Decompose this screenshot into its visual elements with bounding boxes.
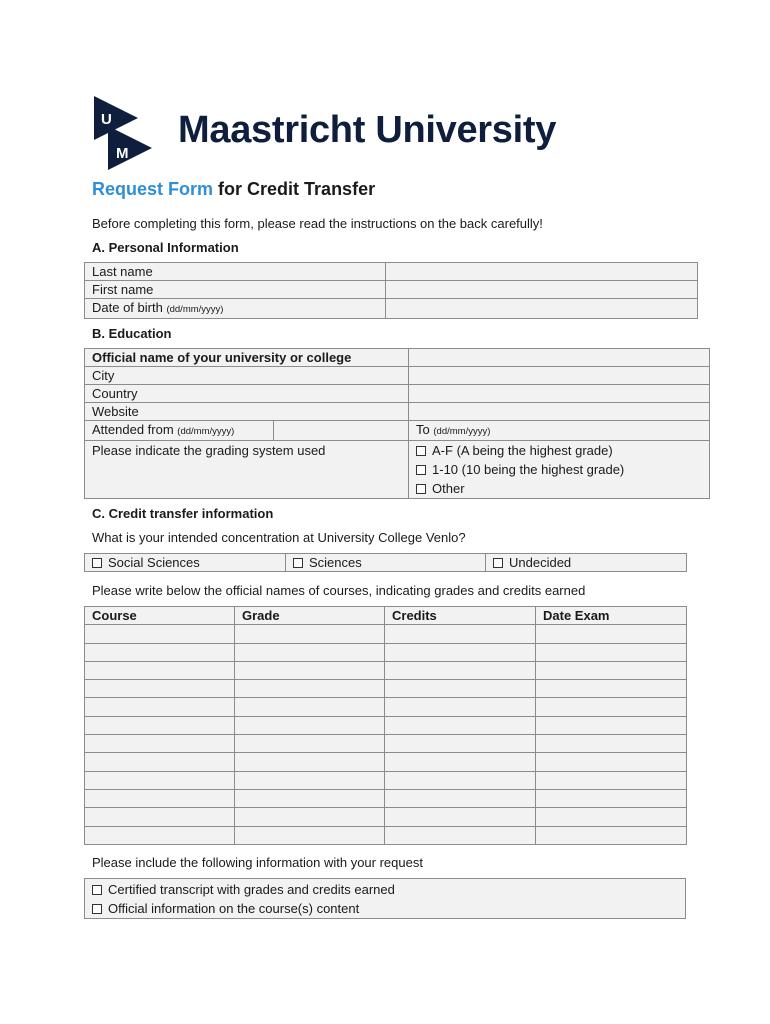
checkbox-icon[interactable]: [416, 465, 426, 475]
attended-to-field[interactable]: [409, 421, 710, 441]
date-exam-cell[interactable]: [536, 716, 687, 734]
page-title: [92, 179, 375, 200]
date-exam-cell[interactable]: [536, 789, 687, 807]
column-header-credits: Credits: [385, 607, 536, 625]
credits-cell[interactable]: [385, 625, 536, 643]
grade-cell[interactable]: [235, 698, 385, 716]
city-field[interactable]: [409, 367, 710, 385]
grading-system-text: Please indicate the grading system used: [92, 443, 326, 458]
attended-from-text: Attended from: [92, 422, 174, 437]
intro-text: Before completing this form, please read the instructions on the back carefully!: [92, 216, 543, 231]
svg-text:M: M: [116, 145, 129, 162]
date-exam-cell[interactable]: [536, 680, 687, 698]
country-field[interactable]: [409, 385, 710, 403]
course-cell[interactable]: [85, 826, 235, 844]
official-name-field[interactable]: [409, 349, 710, 367]
course-row: [85, 661, 687, 679]
date-exam-cell[interactable]: [536, 625, 687, 643]
credits-cell[interactable]: [385, 771, 536, 789]
date-exam-cell[interactable]: [536, 661, 687, 679]
first-name-field[interactable]: [386, 281, 698, 299]
first-name-label: First name: [85, 281, 386, 299]
include-transcript[interactable]: Certified transcript with grades and credits earned: [92, 880, 685, 899]
grading-option-af[interactable]: A-F (A being the highest grade): [416, 441, 709, 460]
course-cell[interactable]: [85, 771, 235, 789]
checkbox-icon[interactable]: [416, 484, 426, 494]
date-exam-cell[interactable]: [536, 753, 687, 771]
course-row: [85, 643, 687, 661]
attended-from-format: (dd/mm/yyyy): [177, 426, 235, 437]
grade-cell[interactable]: [235, 643, 385, 661]
course-row: [85, 680, 687, 698]
course-row: [85, 789, 687, 807]
credits-cell[interactable]: [385, 680, 536, 698]
grade-cell[interactable]: [235, 735, 385, 753]
title-blue-part: Request Form: [92, 179, 214, 199]
course-cell[interactable]: [85, 808, 235, 826]
course-cell[interactable]: [85, 735, 235, 753]
attended-from-field[interactable]: [274, 421, 409, 441]
grade-cell[interactable]: [235, 789, 385, 807]
university-logo-text: Maastricht University: [178, 109, 557, 151]
credits-cell[interactable]: [385, 789, 536, 807]
website-label: Website: [85, 403, 409, 421]
credits-cell[interactable]: [385, 698, 536, 716]
grade-cell[interactable]: [235, 753, 385, 771]
course-row: [85, 625, 687, 643]
course-cell[interactable]: [85, 661, 235, 679]
date-exam-cell[interactable]: [536, 826, 687, 844]
course-row: [85, 826, 687, 844]
column-header-course: Course: [85, 607, 235, 625]
date-exam-cell[interactable]: [536, 808, 687, 826]
date-exam-cell[interactable]: [536, 735, 687, 753]
credits-cell[interactable]: [385, 661, 536, 679]
official-name-label: Official name of your university or college: [85, 349, 409, 367]
course-row: [85, 735, 687, 753]
grade-cell[interactable]: [235, 625, 385, 643]
grade-cell[interactable]: [235, 680, 385, 698]
grading-system-label: [85, 441, 409, 499]
credits-cell[interactable]: [385, 753, 536, 771]
include-items-cell: [85, 879, 686, 919]
education-table: [84, 348, 710, 499]
dob-label-text: Date of birth: [92, 300, 163, 315]
checkbox-icon[interactable]: [416, 446, 426, 456]
course-cell[interactable]: [85, 625, 235, 643]
course-row: [85, 771, 687, 789]
course-cell[interactable]: [85, 643, 235, 661]
grade-cell[interactable]: [235, 808, 385, 826]
date-exam-cell[interactable]: [536, 771, 687, 789]
grading-options: [409, 441, 710, 499]
concentration-undecided[interactable]: Undecided: [486, 554, 687, 572]
attended-from-label: [85, 421, 274, 441]
include-instruction: Please include the following information with your request: [92, 855, 423, 870]
grade-cell[interactable]: [235, 771, 385, 789]
university-logo-mark: [94, 96, 154, 170]
dob-label: [85, 299, 386, 319]
credits-cell[interactable]: [385, 716, 536, 734]
grade-cell[interactable]: [235, 826, 385, 844]
dob-format: (dd/mm/yyyy): [166, 304, 224, 315]
include-course-content[interactable]: Official information on the course(s) content: [92, 899, 685, 918]
section-b-heading: B. Education: [92, 326, 172, 341]
credits-cell[interactable]: [385, 826, 536, 844]
column-header-grade: Grade: [235, 607, 385, 625]
attended-to-label: To: [416, 422, 430, 437]
credits-cell[interactable]: [385, 808, 536, 826]
concentration-question: What is your intended concentration at University College Venlo?: [92, 530, 466, 545]
credits-cell[interactable]: [385, 643, 536, 661]
last-name-field[interactable]: [386, 263, 698, 281]
credits-cell[interactable]: [385, 735, 536, 753]
website-field[interactable]: [409, 403, 710, 421]
courses-instruction: Please write below the official names of courses, indicating grades and credits earned: [92, 583, 586, 598]
course-cell[interactable]: [85, 716, 235, 734]
checkbox-icon[interactable]: [293, 558, 303, 568]
course-cell[interactable]: [85, 789, 235, 807]
personal-info-table: [84, 262, 698, 319]
country-label: Country: [85, 385, 409, 403]
date-exam-cell[interactable]: [536, 643, 687, 661]
course-row: [85, 698, 687, 716]
column-header-date-exam: Date Exam: [536, 607, 687, 625]
grading-option-1-10[interactable]: 1-10 (10 being the highest grade): [416, 460, 709, 479]
city-label: City: [85, 367, 409, 385]
course-cell[interactable]: [85, 698, 235, 716]
date-exam-cell[interactable]: [536, 698, 687, 716]
attended-to-format: (dd/mm/yyyy): [433, 426, 491, 437]
course-row: [85, 808, 687, 826]
concentration-sciences[interactable]: Sciences: [286, 554, 486, 572]
concentration-table: [84, 553, 687, 572]
course-row: [85, 716, 687, 734]
course-cell[interactable]: [85, 680, 235, 698]
dob-field[interactable]: [386, 299, 698, 319]
grading-option-other[interactable]: Other: [416, 479, 709, 498]
checkbox-icon[interactable]: [92, 904, 102, 914]
include-checklist: [84, 878, 686, 919]
course-row: [85, 753, 687, 771]
section-c-heading: C. Credit transfer information: [92, 506, 274, 521]
svg-text:U: U: [101, 111, 112, 128]
section-a-heading: A. Personal Information: [92, 240, 239, 255]
courses-table: [84, 606, 687, 845]
title-rest: for Credit Transfer: [218, 179, 376, 199]
checkbox-icon[interactable]: [92, 885, 102, 895]
checkbox-icon[interactable]: [92, 558, 102, 568]
course-cell[interactable]: [85, 753, 235, 771]
concentration-social-sciences[interactable]: Social Sciences: [85, 554, 286, 572]
grade-cell[interactable]: [235, 661, 385, 679]
grade-cell[interactable]: [235, 716, 385, 734]
checkbox-icon[interactable]: [493, 558, 503, 568]
last-name-label: Last name: [85, 263, 386, 281]
